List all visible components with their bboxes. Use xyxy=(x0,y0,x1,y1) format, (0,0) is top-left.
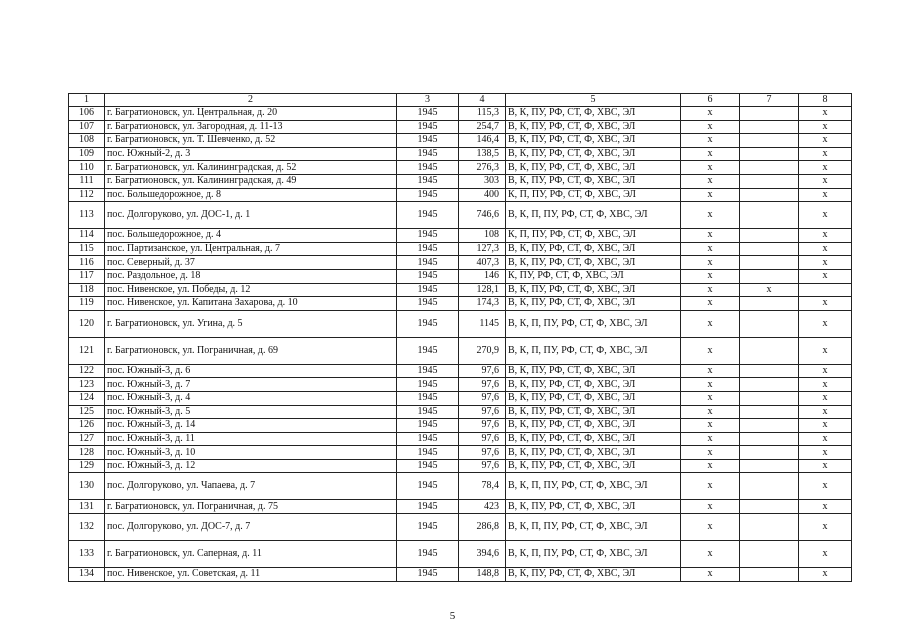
mark-cell-6: х xyxy=(681,514,740,541)
mark-cell-6: х xyxy=(681,364,740,378)
address-cell: пос. Южный-3, д. 12 xyxy=(105,459,397,473)
address-cell: г. Багратионовск, ул. Центральная, д. 20 xyxy=(105,107,397,121)
mark-cell-7 xyxy=(740,473,799,500)
year-cell: 1945 xyxy=(397,147,459,161)
address-cell: пос. Нивенское, ул. Победы, д. 12 xyxy=(105,283,397,297)
mark-cell-7 xyxy=(740,134,799,148)
row-number: 117 xyxy=(69,269,105,283)
mark-cell-7 xyxy=(740,391,799,405)
address-cell: пос. Долгоруково, ул. ДОС-1, д. 1 xyxy=(105,202,397,229)
table-row xyxy=(69,283,852,297)
address-cell: пос. Большедорожное, д. 4 xyxy=(105,229,397,243)
year-cell: 1945 xyxy=(397,120,459,134)
equipment-cell: В, К, ПУ, РФ, СТ, Ф, ХВС, ЭЛ xyxy=(506,568,681,582)
area-cell: 97,6 xyxy=(459,378,506,392)
mark-cell-6: х xyxy=(681,473,740,500)
mark-cell-8: х xyxy=(799,120,852,134)
mark-cell-8 xyxy=(799,283,852,297)
area-cell: 97,6 xyxy=(459,446,506,460)
year-cell: 1945 xyxy=(397,242,459,256)
row-number: 106 xyxy=(69,107,105,121)
address-cell: г. Багратионовск, ул. Калининградская, д. 52 xyxy=(105,161,397,175)
row-number: 132 xyxy=(69,514,105,541)
mark-cell-8: х xyxy=(799,269,852,283)
column-header-1: 1 xyxy=(69,94,105,107)
area-cell: 108 xyxy=(459,229,506,243)
address-cell: г. Багратионовск, ул. Т. Шевченко, д. 52 xyxy=(105,134,397,148)
equipment-cell: В, К, П, ПУ, РФ, СТ, Ф, ХВС, ЭЛ xyxy=(506,202,681,229)
column-header-2: 2 xyxy=(105,94,397,107)
area-cell: 270,9 xyxy=(459,337,506,364)
area-cell: 97,6 xyxy=(459,364,506,378)
mark-cell-6: х xyxy=(681,432,740,446)
equipment-cell: В, К, ПУ, РФ, СТ, Ф, ХВС, ЭЛ xyxy=(506,459,681,473)
area-cell: 276,3 xyxy=(459,161,506,175)
table-row xyxy=(69,107,852,121)
table-row xyxy=(69,419,852,433)
year-cell: 1945 xyxy=(397,107,459,121)
year-cell: 1945 xyxy=(397,188,459,202)
area-cell: 138,5 xyxy=(459,147,506,161)
area-cell: 174,3 xyxy=(459,297,506,311)
equipment-cell: В, К, ПУ, РФ, СТ, Ф, ХВС, ЭЛ xyxy=(506,147,681,161)
mark-cell-7 xyxy=(740,147,799,161)
row-number: 113 xyxy=(69,202,105,229)
row-number: 115 xyxy=(69,242,105,256)
row-number: 127 xyxy=(69,432,105,446)
mark-cell-8: х xyxy=(799,391,852,405)
table-row xyxy=(69,297,852,311)
mark-cell-7 xyxy=(740,297,799,311)
mark-cell-8: х xyxy=(799,202,852,229)
mark-cell-8: х xyxy=(799,432,852,446)
mark-cell-7 xyxy=(740,107,799,121)
equipment-cell: В, К, ПУ, РФ, СТ, Ф, ХВС, ЭЛ xyxy=(506,419,681,433)
address-cell: г. Багратионовск, ул. Угина, д. 5 xyxy=(105,310,397,337)
row-number: 123 xyxy=(69,378,105,392)
row-number: 111 xyxy=(69,174,105,188)
mark-cell-8: х xyxy=(799,364,852,378)
area-cell: 286,8 xyxy=(459,514,506,541)
address-cell: пос. Южный-2, д. 3 xyxy=(105,147,397,161)
mark-cell-8: х xyxy=(799,229,852,243)
equipment-cell: В, К, ПУ, РФ, СТ, Ф, ХВС, ЭЛ xyxy=(506,256,681,270)
address-cell: пос. Большедорожное, д. 8 xyxy=(105,188,397,202)
area-cell: 394,6 xyxy=(459,541,506,568)
column-header-8: 8 xyxy=(799,94,852,107)
area-cell: 97,6 xyxy=(459,419,506,433)
mark-cell-8: х xyxy=(799,134,852,148)
mark-cell-7 xyxy=(740,161,799,175)
mark-cell-6: х xyxy=(681,147,740,161)
mark-cell-6: х xyxy=(681,161,740,175)
header-row xyxy=(69,94,852,107)
address-cell: пос. Северный, д. 37 xyxy=(105,256,397,270)
table-row xyxy=(69,202,852,229)
equipment-cell: К, П, ПУ, РФ, СТ, Ф, ХВС, ЭЛ xyxy=(506,188,681,202)
row-number: 119 xyxy=(69,297,105,311)
equipment-cell: В, К, ПУ, РФ, СТ, Ф, ХВС, ЭЛ xyxy=(506,378,681,392)
address-cell: пос. Южный-3, д. 10 xyxy=(105,446,397,460)
mark-cell-6: х xyxy=(681,297,740,311)
equipment-cell: В, К, П, ПУ, РФ, СТ, Ф, ХВС, ЭЛ xyxy=(506,310,681,337)
table-row xyxy=(69,568,852,582)
mark-cell-8: х xyxy=(799,188,852,202)
year-cell: 1945 xyxy=(397,269,459,283)
row-number: 126 xyxy=(69,419,105,433)
row-number: 125 xyxy=(69,405,105,419)
area-cell: 407,3 xyxy=(459,256,506,270)
equipment-cell: В, К, ПУ, РФ, СТ, Ф, ХВС, ЭЛ xyxy=(506,120,681,134)
address-cell: пос. Южный-3, д. 7 xyxy=(105,378,397,392)
area-cell: 128,1 xyxy=(459,283,506,297)
year-cell: 1945 xyxy=(397,419,459,433)
page-number: 5 xyxy=(449,610,456,622)
mark-cell-6: х xyxy=(681,256,740,270)
table-row xyxy=(69,161,852,175)
row-number: 116 xyxy=(69,256,105,270)
row-number: 108 xyxy=(69,134,105,148)
mark-cell-6: х xyxy=(681,269,740,283)
year-cell: 1945 xyxy=(397,446,459,460)
year-cell: 1945 xyxy=(397,514,459,541)
equipment-cell: В, К, ПУ, РФ, СТ, Ф, ХВС, ЭЛ xyxy=(506,446,681,460)
address-cell: г. Багратионовск, ул. Калининградская, д. 49 xyxy=(105,174,397,188)
housing-table xyxy=(68,93,852,582)
mark-cell-7 xyxy=(740,310,799,337)
table-row xyxy=(69,242,852,256)
mark-cell-6: х xyxy=(681,541,740,568)
mark-cell-7 xyxy=(740,174,799,188)
equipment-cell: В, К, ПУ, РФ, СТ, Ф, ХВС, ЭЛ xyxy=(506,242,681,256)
address-cell: пос. Раздольное, д. 18 xyxy=(105,269,397,283)
area-cell: 146,4 xyxy=(459,134,506,148)
year-cell: 1945 xyxy=(397,405,459,419)
mark-cell-6: х xyxy=(681,500,740,514)
mark-cell-8: х xyxy=(799,378,852,392)
mark-cell-8: х xyxy=(799,107,852,121)
table-row xyxy=(69,459,852,473)
row-number: 107 xyxy=(69,120,105,134)
address-cell: пос. Южный-3, д. 6 xyxy=(105,364,397,378)
address-cell: пос. Долгоруково, ул. Чапаева, д. 7 xyxy=(105,473,397,500)
area-cell: 423 xyxy=(459,500,506,514)
area-cell: 115,3 xyxy=(459,107,506,121)
mark-cell-7 xyxy=(740,500,799,514)
mark-cell-7 xyxy=(740,378,799,392)
column-header-4: 4 xyxy=(459,94,506,107)
mark-cell-6: х xyxy=(681,405,740,419)
equipment-cell: В, К, ПУ, РФ, СТ, Ф, ХВС, ЭЛ xyxy=(506,134,681,148)
year-cell: 1945 xyxy=(397,297,459,311)
mark-cell-7 xyxy=(740,405,799,419)
address-cell: пос. Южный-3, д. 5 xyxy=(105,405,397,419)
mark-cell-6: х xyxy=(681,202,740,229)
equipment-cell: К, П, ПУ, РФ, СТ, Ф, ХВС, ЭЛ xyxy=(506,229,681,243)
mark-cell-7 xyxy=(740,202,799,229)
table-body xyxy=(69,107,852,582)
row-number: 120 xyxy=(69,310,105,337)
mark-cell-6: х xyxy=(681,459,740,473)
column-header-3: 3 xyxy=(397,94,459,107)
area-cell: 400 xyxy=(459,188,506,202)
equipment-cell: В, К, ПУ, РФ, СТ, Ф, ХВС, ЭЛ xyxy=(506,391,681,405)
row-number: 128 xyxy=(69,446,105,460)
mark-cell-7 xyxy=(740,364,799,378)
table-row xyxy=(69,446,852,460)
mark-cell-6: х xyxy=(681,391,740,405)
mark-cell-8: х xyxy=(799,419,852,433)
year-cell: 1945 xyxy=(397,229,459,243)
year-cell: 1945 xyxy=(397,310,459,337)
mark-cell-8: х xyxy=(799,297,852,311)
year-cell: 1945 xyxy=(397,283,459,297)
mark-cell-7 xyxy=(740,446,799,460)
table-row xyxy=(69,269,852,283)
table-row xyxy=(69,541,852,568)
mark-cell-7 xyxy=(740,432,799,446)
mark-cell-8: х xyxy=(799,405,852,419)
address-cell: пос. Нивенское, ул. Капитана Захарова, д. 10 xyxy=(105,297,397,311)
mark-cell-8: х xyxy=(799,446,852,460)
row-number: 118 xyxy=(69,283,105,297)
mark-cell-8: х xyxy=(799,174,852,188)
row-number: 112 xyxy=(69,188,105,202)
mark-cell-7 xyxy=(740,337,799,364)
equipment-cell: В, К, ПУ, РФ, СТ, Ф, ХВС, ЭЛ xyxy=(506,405,681,419)
equipment-cell: В, К, ПУ, РФ, СТ, Ф, ХВС, ЭЛ xyxy=(506,432,681,446)
mark-cell-6: х xyxy=(681,378,740,392)
equipment-cell: К, ПУ, РФ, СТ, Ф, ХВС, ЭЛ xyxy=(506,269,681,283)
equipment-cell: В, К, ПУ, РФ, СТ, Ф, ХВС, ЭЛ xyxy=(506,107,681,121)
year-cell: 1945 xyxy=(397,378,459,392)
equipment-cell: В, К, ПУ, РФ, СТ, Ф, ХВС, ЭЛ xyxy=(506,161,681,175)
column-header-5: 5 xyxy=(506,94,681,107)
mark-cell-8: х xyxy=(799,147,852,161)
equipment-cell: В, К, П, ПУ, РФ, СТ, Ф, ХВС, ЭЛ xyxy=(506,541,681,568)
mark-cell-8: х xyxy=(799,337,852,364)
mark-cell-6: х xyxy=(681,283,740,297)
address-cell: пос. Южный-3, д. 4 xyxy=(105,391,397,405)
year-cell: 1945 xyxy=(397,541,459,568)
table-row xyxy=(69,514,852,541)
year-cell: 1945 xyxy=(397,432,459,446)
mark-cell-8: х xyxy=(799,459,852,473)
mark-cell-7 xyxy=(740,541,799,568)
table-row xyxy=(69,256,852,270)
row-number: 129 xyxy=(69,459,105,473)
table-row xyxy=(69,120,852,134)
row-number: 130 xyxy=(69,473,105,500)
mark-cell-8: х xyxy=(799,242,852,256)
mark-cell-6: х xyxy=(681,107,740,121)
row-number: 133 xyxy=(69,541,105,568)
row-number: 124 xyxy=(69,391,105,405)
table-row xyxy=(69,134,852,148)
table-row xyxy=(69,473,852,500)
equipment-cell: В, К, П, ПУ, РФ, СТ, Ф, ХВС, ЭЛ xyxy=(506,337,681,364)
table-row xyxy=(69,432,852,446)
address-cell: г. Багратионовск, ул. Пограничная, д. 69 xyxy=(105,337,397,364)
mark-cell-8: х xyxy=(799,514,852,541)
table-row xyxy=(69,174,852,188)
mark-cell-8: х xyxy=(799,473,852,500)
mark-cell-8: х xyxy=(799,568,852,582)
mark-cell-8: х xyxy=(799,310,852,337)
mark-cell-6: х xyxy=(681,242,740,256)
year-cell: 1945 xyxy=(397,473,459,500)
equipment-cell: В, К, ПУ, РФ, СТ, Ф, ХВС, ЭЛ xyxy=(506,174,681,188)
table-row xyxy=(69,337,852,364)
mark-cell-6: х xyxy=(681,568,740,582)
year-cell: 1945 xyxy=(397,134,459,148)
mark-cell-6: х xyxy=(681,337,740,364)
column-header-6: 6 xyxy=(681,94,740,107)
row-number: 131 xyxy=(69,500,105,514)
table-row xyxy=(69,391,852,405)
mark-cell-6: х xyxy=(681,310,740,337)
mark-cell-7: х xyxy=(740,283,799,297)
mark-cell-7 xyxy=(740,120,799,134)
column-header-7: 7 xyxy=(740,94,799,107)
table-row xyxy=(69,364,852,378)
mark-cell-8: х xyxy=(799,541,852,568)
table-row xyxy=(69,188,852,202)
row-number: 114 xyxy=(69,229,105,243)
area-cell: 127,3 xyxy=(459,242,506,256)
address-cell: пос. Нивенское, ул. Советская, д. 11 xyxy=(105,568,397,582)
mark-cell-8: х xyxy=(799,500,852,514)
mark-cell-7 xyxy=(740,568,799,582)
area-cell: 97,6 xyxy=(459,459,506,473)
area-cell: 97,6 xyxy=(459,432,506,446)
year-cell: 1945 xyxy=(397,202,459,229)
mark-cell-8: х xyxy=(799,256,852,270)
address-cell: пос. Южный-3, д. 14 xyxy=(105,419,397,433)
equipment-cell: В, К, ПУ, РФ, СТ, Ф, ХВС, ЭЛ xyxy=(506,500,681,514)
mark-cell-8: х xyxy=(799,161,852,175)
table-row xyxy=(69,310,852,337)
mark-cell-6: х xyxy=(681,229,740,243)
row-number: 109 xyxy=(69,147,105,161)
area-cell: 148,8 xyxy=(459,568,506,582)
row-number: 121 xyxy=(69,337,105,364)
address-cell: пос. Партизанское, ул. Центральная, д. 7 xyxy=(105,242,397,256)
address-cell: пос. Долгоруково, ул. ДОС-7, д. 7 xyxy=(105,514,397,541)
mark-cell-6: х xyxy=(681,174,740,188)
year-cell: 1945 xyxy=(397,364,459,378)
mark-cell-6: х xyxy=(681,419,740,433)
year-cell: 1945 xyxy=(397,500,459,514)
area-cell: 254,7 xyxy=(459,120,506,134)
mark-cell-7 xyxy=(740,256,799,270)
address-cell: г. Багратионовск, ул. Загородная, д. 11-13 xyxy=(105,120,397,134)
area-cell: 746,6 xyxy=(459,202,506,229)
address-cell: г. Багратионовск, ул. Пограничная, д. 75 xyxy=(105,500,397,514)
area-cell: 97,6 xyxy=(459,405,506,419)
table-row xyxy=(69,378,852,392)
mark-cell-7 xyxy=(740,229,799,243)
row-number: 134 xyxy=(69,568,105,582)
equipment-cell: В, К, П, ПУ, РФ, СТ, Ф, ХВС, ЭЛ xyxy=(506,514,681,541)
year-cell: 1945 xyxy=(397,391,459,405)
mark-cell-6: х xyxy=(681,134,740,148)
year-cell: 1945 xyxy=(397,337,459,364)
year-cell: 1945 xyxy=(397,568,459,582)
area-cell: 78,4 xyxy=(459,473,506,500)
equipment-cell: В, К, ПУ, РФ, СТ, Ф, ХВС, ЭЛ xyxy=(506,283,681,297)
mark-cell-7 xyxy=(740,459,799,473)
year-cell: 1945 xyxy=(397,161,459,175)
mark-cell-7 xyxy=(740,514,799,541)
row-number: 122 xyxy=(69,364,105,378)
mark-cell-7 xyxy=(740,242,799,256)
area-cell: 1145 xyxy=(459,310,506,337)
mark-cell-7 xyxy=(740,188,799,202)
year-cell: 1945 xyxy=(397,174,459,188)
mark-cell-6: х xyxy=(681,120,740,134)
mark-cell-7 xyxy=(740,269,799,283)
equipment-cell: В, К, ПУ, РФ, СТ, Ф, ХВС, ЭЛ xyxy=(506,297,681,311)
equipment-cell: В, К, ПУ, РФ, СТ, Ф, ХВС, ЭЛ xyxy=(506,364,681,378)
mark-cell-7 xyxy=(740,419,799,433)
table-row xyxy=(69,500,852,514)
table-row xyxy=(69,405,852,419)
mark-cell-6: х xyxy=(681,446,740,460)
address-cell: г. Багратионовск, ул. Саперная, д. 11 xyxy=(105,541,397,568)
row-number: 110 xyxy=(69,161,105,175)
area-cell: 146 xyxy=(459,269,506,283)
table-row xyxy=(69,147,852,161)
table-row xyxy=(69,229,852,243)
equipment-cell: В, К, П, ПУ, РФ, СТ, Ф, ХВС, ЭЛ xyxy=(506,473,681,500)
area-cell: 97,6 xyxy=(459,391,506,405)
mark-cell-6: х xyxy=(681,188,740,202)
area-cell: 303 xyxy=(459,174,506,188)
year-cell: 1945 xyxy=(397,459,459,473)
address-cell: пос. Южный-3, д. 11 xyxy=(105,432,397,446)
year-cell: 1945 xyxy=(397,256,459,270)
